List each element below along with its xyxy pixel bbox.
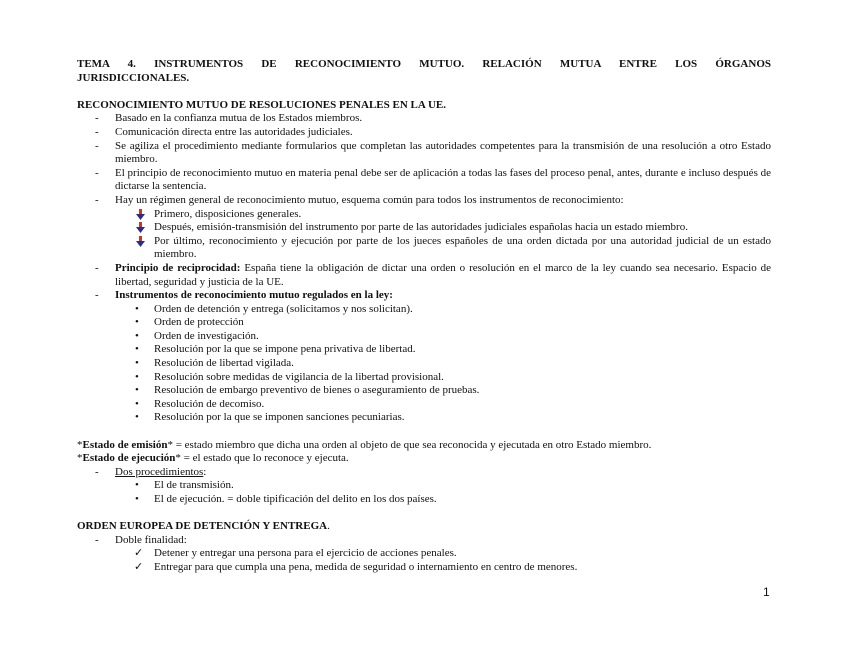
bullet-item: • Resolución por la que se impone pena privativa de libertad. (135, 343, 416, 356)
definition-ejecucion: *Estado de ejecución* = el estado que lo reconoce y ejecuta. (77, 452, 349, 465)
section2-list (77, 534, 771, 575)
list-item: - Se agiliza el procedimiento mediante formularios que completan las autoridades competentes para la transmisión de una resolución a otro Estado miembro. (95, 139, 771, 166)
bullet-item: • Orden de protección (135, 316, 244, 329)
arrow-item: Después, emisión-transmisión del instrumento por parte de las autoridades judiciales españolas hacia un estado miembro. (115, 221, 771, 235)
list-item: - Dos procedimientos: • El de transmisión. • El de ejecución. = doble tipificación del delito en los dos países. (77, 466, 771, 507)
page-number: 1 (763, 585, 770, 599)
down-arrow-icon (136, 236, 145, 247)
bullet-item: • Resolución por la que se imponen sanciones pecuniarias. (135, 411, 405, 424)
bullet-item: • El de ejecución. = doble tipificación del delito en los dos países. (135, 493, 437, 505)
down-arrow-icon (136, 222, 145, 233)
document-page (77, 58, 771, 575)
bullet-item: • Resolución de libertad vigilada. (135, 357, 294, 370)
procedimientos-sublist (115, 479, 771, 506)
instruments-label: Instrumentos de reconocimiento mutuo regulados en la ley: (115, 289, 393, 302)
section1-list (77, 112, 771, 425)
list-item: - Doble finalidad: ✓ Detener y entregar una persona para el ejercicio de acciones penales. ✓ Entregar para que cumpla una pena, medida de seguridad o internamiento en centro de menores. (77, 534, 771, 575)
section-heading-reconocimiento: RECONOCIMIENTO MUTUO DE RESOLUCIONES PENALES EN LA UE. (77, 98, 446, 111)
bullet-item: • Orden de investigación. (135, 329, 259, 342)
list-item: - Hay un régimen general de reconocimiento mutuo, esquema común para todos los instrumentos de reconocimiento: Primero, disposiciones generales. Después, emisión-transmisión del instrumento por parte de las autoridades judiciales españolas hacia un estado miembro. Por último, reconocimiento y ejecución por parte de los jueces españoles de una orden dictada por una autoridad judicial de un estado miembro. (95, 193, 771, 261)
instruments-sublist (115, 303, 771, 425)
definition-emision: *Estado de emisión* = estado miembro que dicha una orden al objeto de que sea reconocida y ejecutada en otro Estado miembro. (77, 438, 652, 451)
check-sublist (115, 547, 771, 574)
bullet-item: • Resolución de embargo preventivo de bienes o aseguramiento de pruebas. (135, 384, 480, 397)
document-title-line1: TEMA 4. INSTRUMENTOS DE RECONOCIMIENTO MUTUO. RELACIÓN MUTUA ENTRE LOS ÓRGANOS (77, 58, 771, 70)
arrow-item: Primero, disposiciones generales. (115, 208, 771, 222)
checkmark-icon: ✓ (134, 560, 144, 573)
bullet-item: • Resolución sobre medidas de vigilancia de la libertad provisional. (135, 370, 444, 383)
arrow-item: Por último, reconocimiento y ejecución por parte de los jueces españoles de una orden dictada por una autoridad judicial de un estado miembro. (115, 235, 771, 262)
checkmark-icon: ✓ (134, 547, 144, 560)
list-item: - El principio de reconocimiento mutuo en materia penal debe ser de aplicación a todas las fases del proceso penal, antes, durante e incluso después de dictarse la sentencia. (95, 166, 771, 193)
list-item: - Basado en la confianza mutua de los Estados miembros. (95, 112, 363, 125)
arrow-sublist (115, 208, 771, 262)
bullet-item: • Resolución de decomiso. (135, 397, 265, 410)
list-item: - Instrumentos de reconocimiento mutuo regulados en la ley: • Orden de detención y entrega (solicitamos y nos solicitan). • Orden de protección • Orden de investigación. • Resolución por la que se impone pena privativa de libertad. • Resolución de libertad vigilada. • Resolución sobre medidas de vigilancia de la libertad provisional. • Resolución de embargo preventivo de bienes o aseguramiento de pruebas. • Resolución de decomiso. • Resolución por la que se imponen sanciones pecuniarias. (77, 289, 771, 425)
list-item: - Comunicación directa entre las autoridades judiciales. (95, 125, 353, 138)
down-arrow-icon (136, 209, 145, 220)
check-item: ✓ Entregar para que cumpla una pena, medida de seguridad o internamiento en centro de menores. (134, 560, 578, 573)
check-item: ✓ Detener y entregar una persona para el ejercicio de acciones penales. (134, 547, 457, 560)
procedimientos-list (77, 466, 771, 507)
list-item: - Principio de reciprocidad: España tiene la obligación de dictar una orden o resolución en el marco de la ley cuando sea necesario. Espacio de libertad, seguridad y justicia de la UE. (95, 261, 772, 288)
section-heading-orden-europea: ORDEN EUROPEA DE DETENCIÓN Y ENTREGA. (77, 520, 330, 533)
bullet-item: • El de transmisión. (135, 479, 234, 492)
document-title-line2: JURISDICCIONALES. (77, 71, 190, 84)
bullet-item: • Orden de detención y entrega (solicitamos y nos solicitan). (135, 302, 413, 315)
reciprocity-label: Principio de reciprocidad: (115, 261, 241, 274)
